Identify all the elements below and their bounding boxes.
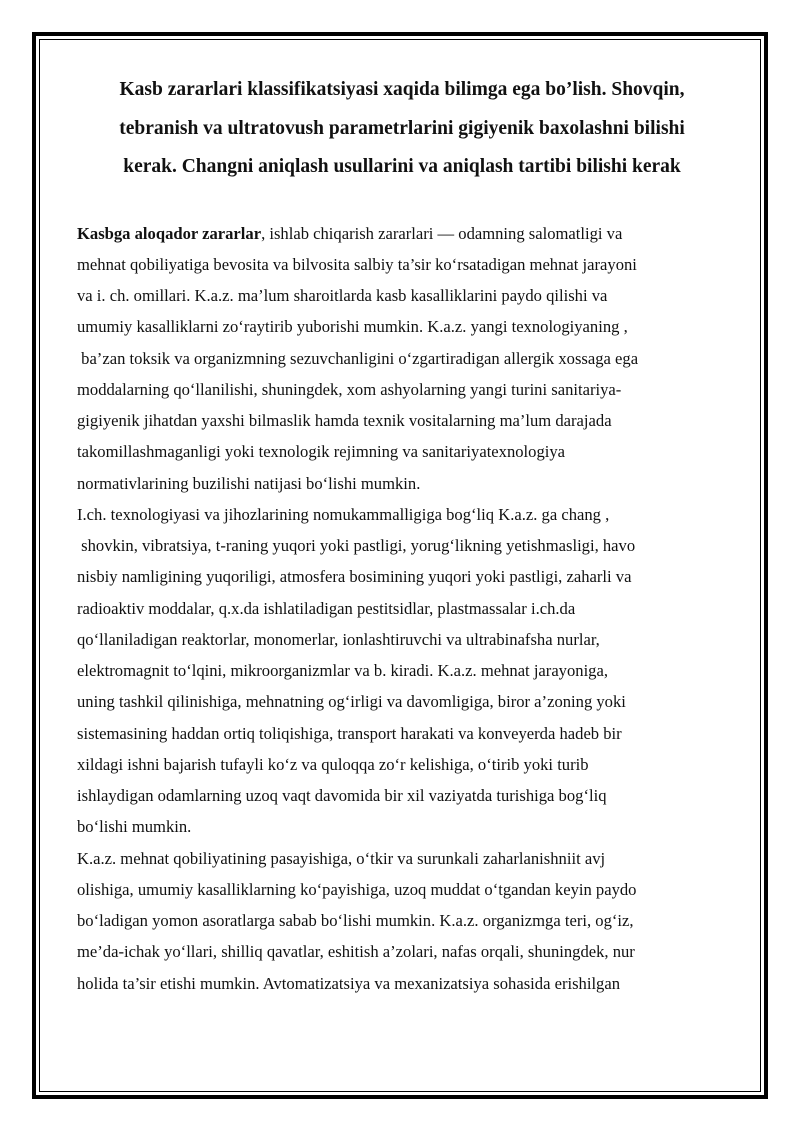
body-line-text: , ishlab chiqarish zararlari — odamning salomatligi va bbox=[261, 223, 623, 243]
title-line: tebranish va ultratovush parametrlarini gigiyenik baxolashni bilishi bbox=[119, 117, 685, 139]
body-line: holida ta’sir etishi mumkin. Avtomatizatsiya va mexanizatsiya sohasida erishilgan bbox=[77, 973, 621, 993]
document-body bbox=[77, 218, 727, 999]
body-line: shovkin, vibratsiya, t-raning yuqori yoki pastligi, yorugʻlikning yetishmasligi, havo bbox=[77, 536, 636, 555]
body-line: umumiy kasalliklarni zoʻraytirib yuborishi mumkin. K.a.z. yangi texnologiyaning , bbox=[77, 317, 628, 337]
document-content bbox=[77, 71, 727, 999]
body-line: qoʻllaniladigan reaktorlar, monomerlar, ionlashtiruvchi va ultrabinafsha nurlar, bbox=[77, 629, 600, 649]
body-line: va i. ch. omillari. K.a.z. ma’lum sharoitlarda kasb kasalliklarini paydo qilishi va bbox=[77, 286, 608, 305]
title-line: Kasb zararlari klassifikatsiyasi xaqida bilimga ega bo’lish. Shovqin, bbox=[119, 79, 685, 100]
body-line: radioaktiv moddalar, q.x.da ishlatiladigan pestitsidlar, plastmassalar i.ch.da bbox=[77, 598, 576, 618]
body-line: gigiyenik jihatdan yaxshi bilmaslik hamda texnik vositalarning ma’lum darajada bbox=[77, 411, 612, 430]
body-line: K.a.z. mehnat qobiliyatining pasayishiga, oʻtkir va surunkali zaharlanishniit avj bbox=[77, 848, 606, 868]
lead-term: Kasbga aloqador zararlar bbox=[77, 223, 262, 243]
body-line: xildagi ishni bajarish tufayli koʻz va quloqqa zoʻr kelishiga, oʻtirib yoki turib bbox=[77, 754, 589, 774]
body-line: nisbiy namligining yuqoriligi, atmosfera bosimining yuqori yoki pastligi, zaharli va bbox=[77, 567, 632, 587]
body-line: olishiga, umumiy kasalliklarning koʻpayishiga, uzoq muddat oʻtgandan keyin paydo bbox=[77, 879, 637, 899]
body-line bbox=[77, 218, 727, 249]
document-title bbox=[77, 71, 727, 187]
body-line: ba’zan toksik va organizmning sezuvchanligini oʻzgartiradigan allergik xossaga ega bbox=[77, 348, 639, 368]
body-line: mehnat qobiliyatiga bevosita va bilvosita salbiy ta’sir koʻrsatadigan mehnat jarayoni bbox=[77, 254, 637, 274]
body-line: I.ch. texnologiyasi va jihozlarining nomukammalligiga bogʻliq K.a.z. ga chang , bbox=[77, 504, 610, 524]
body-line: ishlaydigan odamlarning uzoq vaqt davomida bir xil vaziyatda turishiga bogʻliq bbox=[77, 786, 607, 805]
body-line: normativlarining buzilishi natijasi boʻlishi mumkin. bbox=[77, 473, 421, 493]
body-line: elektromagnit toʻlqini, mikroorganizmlar va b. kiradi. K.a.z. mehnat jarayoniga, bbox=[77, 661, 608, 680]
body-line: sistemasining haddan ortiq toliqishiga, transport harakati va konveyerda hadeb bir bbox=[77, 723, 622, 743]
body-line: boʻladigan yomon asoratlarga sabab boʻlishi mumkin. K.a.z. organizmga teri, ogʻiz, bbox=[77, 911, 634, 930]
body-line: me’da-ichak yoʻllari, shilliq qavatlar, eshitish a’zolari, nafas orqali, shuningdek, nur bbox=[77, 942, 635, 962]
title-line: kerak. Changni aniqlash usullarini va aniqlash tartibi bilishi kerak bbox=[123, 156, 681, 177]
body-line: moddalarning qoʻllanilishi, shuningdek, xom ashyolarning yangi turini sanitariya- bbox=[77, 379, 622, 399]
body-line: takomillashmaganligi yoki texnologik rejimning va sanitariyatexnologiya bbox=[77, 442, 566, 462]
body-line: uning tashkil qilinishiga, mehnatning ogʻirligi va davomligiga, biror a’zoning yoki bbox=[77, 692, 626, 712]
body-line: boʻlishi mumkin. bbox=[77, 817, 192, 837]
